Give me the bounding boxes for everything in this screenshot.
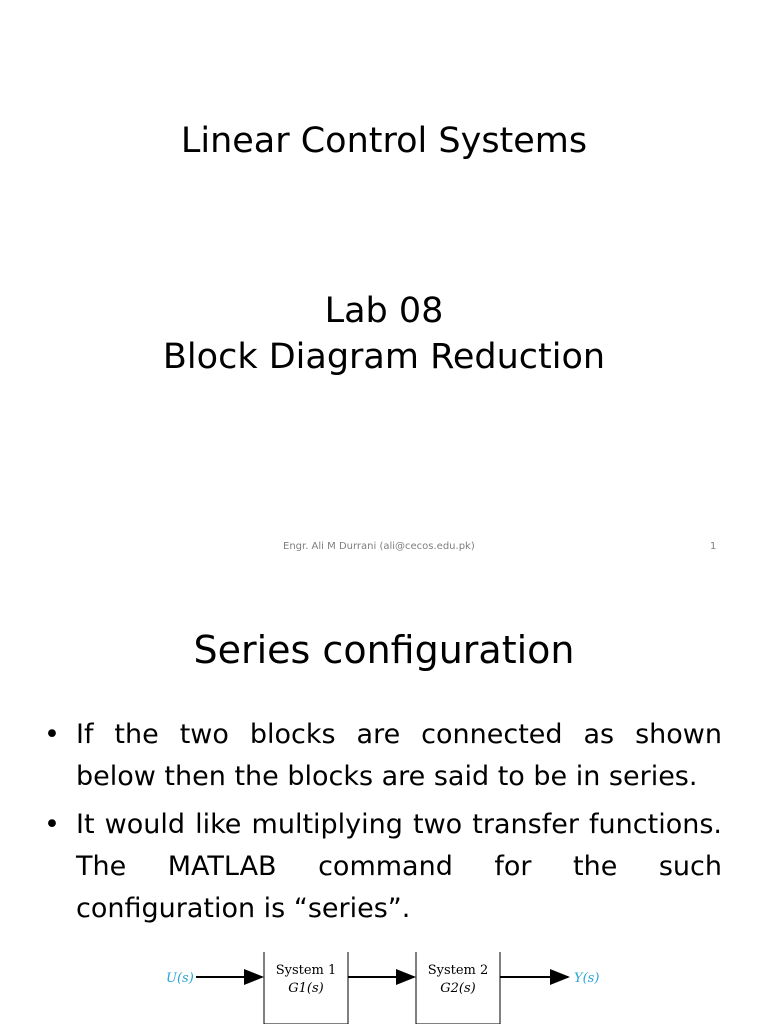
- slide-2: [0, 576, 768, 1024]
- system-1-name: System 1: [275, 963, 337, 978]
- bullet-list: [44, 714, 722, 936]
- bullet-text: If the two blocks are connected as shown below then the blocks are said to be in series.: [76, 719, 722, 792]
- input-signal-label: U(s): [166, 971, 194, 986]
- system-2-tf: G2(s): [440, 981, 476, 996]
- bullet-item: [44, 714, 722, 798]
- bullet-item: [44, 804, 722, 930]
- system-2-name: System 2: [427, 963, 489, 978]
- output-signal-label: Y(s): [574, 971, 600, 986]
- page-number: 1: [710, 541, 717, 552]
- system-1-tf: G1(s): [288, 981, 324, 996]
- bullet-icon: •: [44, 809, 60, 840]
- bullet-icon: •: [44, 719, 60, 750]
- slide-subtitle: [0, 288, 768, 380]
- subtitle-line-2: Block Diagram Reduction: [162, 337, 606, 377]
- slide-title: Series configuration: [193, 628, 575, 672]
- slide-footer: Engr. Ali M Durrani (ali@cecos.edu.pk): [283, 541, 475, 552]
- series-block-diagram: [0, 952, 768, 1024]
- subtitle-line-1: Lab 08: [324, 291, 444, 331]
- slide-title: Linear Control Systems: [180, 121, 588, 161]
- bullet-text: It would like multiplying two transfer functions. The MATLAB command for the such configuration is “series”.: [76, 809, 722, 924]
